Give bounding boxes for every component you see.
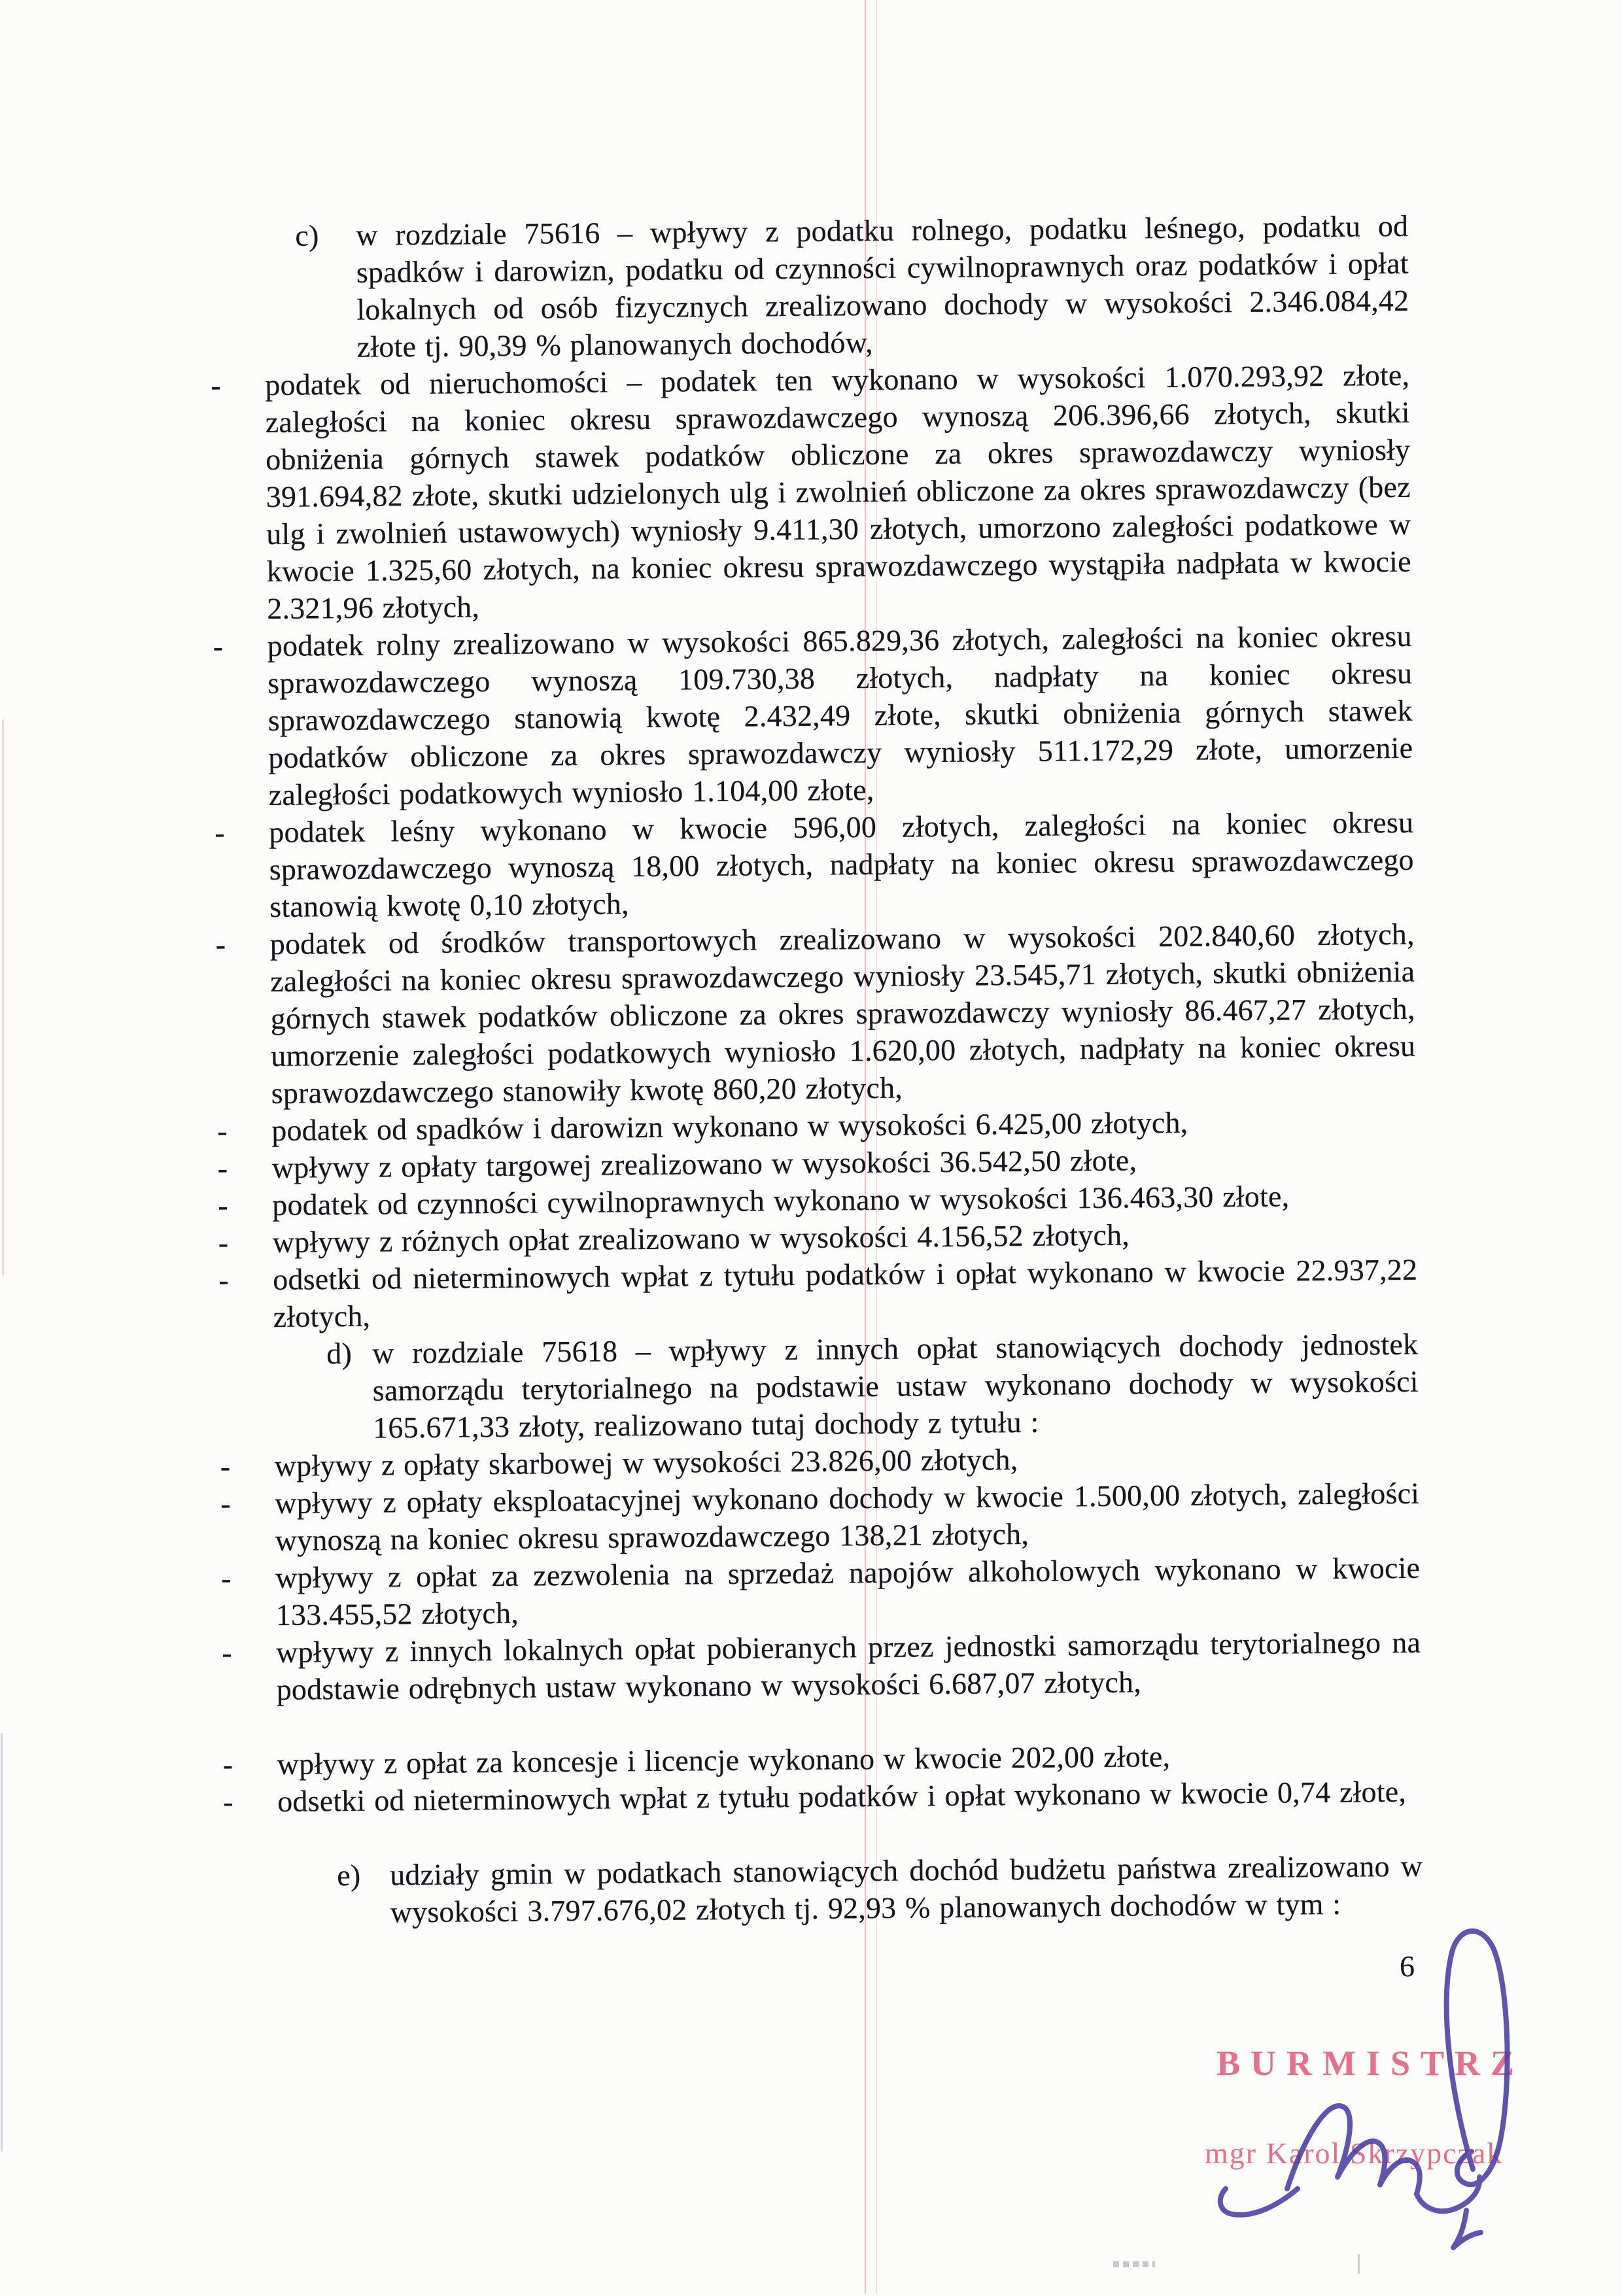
item-text: w rozdziale 75618 – wpływy z innych opłat stanowiących dochody jednostek samorządu terytorialnego na podstawie ustaw wykonano dochody w wysokości 165.671,33 złoty, realizowano tutaj dochody z tytułu : — [372, 1327, 1419, 1445]
item-text: podatek od środków transportowych zrealizowano w wysokości 202.840,60 złotych, zaległości na koniec okresu sprawozdawczego wyniosły 23.545,71 złotych, skutki obniżenia górnych stawek podatków obliczone za okres sprawozdawczy wyniosły 86.467,27 złotych, umorzenie zaległości podatkowych wyniosło 1.620,00 złotych, nadpłaty na koniec okresu sprawozdawczego stanowiły kwotę 860,20 złotych, — [269, 917, 1416, 1110]
item-text: w rozdziale 75616 – wpływy z podatku rolnego, podatku leśnego, podatku od spadków i darowizn, podatku od czynności cywilnoprawnych oraz podatków i opłat lokalnych od osób fizycznych zrealizowano dochody w wysokości 2.346.084,42 złote tj. 90,39 % planowanych dochodów, — [356, 209, 1409, 364]
item-oplata-eksploatacyjna — [3, 1473, 1622, 1562]
item-d-rozdzial-75618 — [2, 1324, 1622, 1450]
item-podatek-od-srodkow-transportowych — [0, 914, 1622, 1114]
dash-marker: - — [218, 1263, 229, 1297]
scanner-debris-tick — [1358, 2254, 1360, 2274]
item-text: wpływy z opłat za koncesje i licencje wykonano w kwocie 202,00 złote, — [277, 1739, 1171, 1781]
dash-marker: - — [220, 1486, 231, 1520]
dash-marker: - — [217, 1114, 228, 1148]
dash-marker: - — [217, 1151, 228, 1185]
signature-loop — [1447, 1931, 1508, 2185]
item-c-rozdzial-75616 — [0, 205, 1615, 369]
item-text: wpływy z opłaty skarbowej w wysokości 23.826,00 złotych, — [274, 1443, 1018, 1482]
item-text: wpływy z opłaty targowej zrealizowano w wysokości 36.542,50 złote, — [271, 1143, 1137, 1184]
dash-marker: - — [222, 1747, 233, 1781]
item-text: podatek od nieruchomości – podatek ten wykonano w wysokości 1.070.293,92 złote, zaległości na koniec okresu sprawozdawczego wynoszą 206.396,66 złotych, skutki obniżenia górnych stawek podatków obliczone za okres sprawozdawczy wyniosły 391.694,82 złote, skutki udzielonych ulg i zwolnień obliczone za okres sprawozdawczy (bez ulg i zwolnień ustawowych) wyniosły 9.411,30 złotych, umorzono zaległości podatkowe w kwocie 1.325,60 złotych, na koniec okresu sprawozdawczego wystąpiła nadpłata w kwocie 2.321,96 złotych, — [265, 358, 1411, 626]
item-text: odsetki od nieterminowych wpłat z tytułu podatków i opłat wykonano w kwocie 22.937,22 złotych, — [273, 1252, 1418, 1333]
item-zezwolenia-alkoholowe — [4, 1547, 1622, 1636]
item-letter-label: e) — [336, 1858, 361, 1893]
page-number: 6 — [1400, 1949, 1415, 1983]
dash-marker: - — [215, 815, 226, 849]
mayor-stamp-title: BURMISTRZ — [1216, 2044, 1525, 2083]
dash-marker: - — [218, 1188, 229, 1222]
item-text: wpływy z opłat za zezwolenia na sprzedaż napojów alkoholowych wykonano w kwocie 133.455,52 złotych, — [275, 1551, 1421, 1632]
item-podatek-lesny — [0, 802, 1620, 928]
dash-marker: - — [220, 1449, 231, 1483]
mayor-stamp-name: mgr Karol Skrzypczak — [1205, 2136, 1504, 2170]
item-text: podatek rolny zrealizowano w wysokości 865.829,36 złotych, zaległości na koniec okresu sprawozdawczego wynoszą 109.730,38 złotych, nadpłaty na koniec okresu sprawozdawczego stanowią kwotę 2.432,49 złote, skutki obniżenia górnych stawek podatków obliczone za okres sprawozdawczy wyniosły 511.172,29 złote, umorzenie zaległości podatkowych wyniosło 1.104,00 złote, — [267, 619, 1413, 812]
item-text: podatek leśny wykonano w kwocie 596,00 złotych, zaległości na koniec okresu sprawozdawczego wynoszą 18,00 złotych, nadpłaty na koniec okresu sprawozdawczego stanowią kwotę 0,10 złotych, — [269, 805, 1414, 924]
item-letter-label: c) — [295, 218, 319, 252]
item-odsetki-podatki — [1, 1249, 1622, 1338]
item-text: wpływy z opłaty eksploatacyjnej wykonano dochody w kwocie 1.500,00 złotych, zaległości wynoszą na koniec okresu sprawozdawczego 138,21 złotych, — [275, 1476, 1420, 1557]
dash-marker: - — [222, 1785, 233, 1819]
item-text: podatek od czynności cywilnoprawnych wykonano w wysokości 136.463,30 złote, — [272, 1179, 1290, 1222]
dash-marker: - — [213, 629, 224, 663]
scan-edge-artifact-blue — [1, 1733, 3, 2151]
item-letter-label: d) — [326, 1336, 353, 1371]
item-podatek-rolny — [0, 615, 1619, 816]
signature-squiggle — [1287, 2106, 1420, 2194]
scanner-debris-dashes — [1113, 2261, 1155, 2267]
dash-marker: - — [211, 368, 222, 402]
signature-flourish — [1220, 2189, 1298, 2215]
signature-ink — [1171, 1887, 1576, 2279]
item-podatek-od-nieruchomosci — [0, 354, 1617, 630]
item-text: wpływy z różnych opłat zrealizowano w wysokości 4.156,52 złotych, — [272, 1218, 1130, 1259]
item-text: odsetki od nieterminowych wpłat z tytułu podatków i opłat wykonano w kwocie 0,74 złote, — [277, 1774, 1407, 1818]
dash-marker: - — [221, 1561, 232, 1595]
dash-marker: - — [218, 1225, 229, 1259]
signature-descender — [1453, 2210, 1481, 2248]
dash-marker: - — [221, 1636, 232, 1670]
item-inne-lokalne-oplaty — [5, 1622, 1622, 1711]
item-text: podatek od spadków i darowizn wykonano w wysokości 6.425,00 złotych, — [271, 1105, 1188, 1147]
item-text: udziały gmin w podatkach stanowiących dochód budżetu państwa zrealizowano w wysokości 3.797.676,02 złotych tj. 92,93 % planowanych dochodów w tym : — [389, 1849, 1423, 1929]
item-text: wpływy z innych lokalnych opłat pobieranych przez jednostki samorządu terytorialnego na podstawie odrębnych ustaw wykonano w wysokości 6.687,07 złotych, — [275, 1625, 1421, 1706]
dash-marker: - — [215, 927, 226, 961]
